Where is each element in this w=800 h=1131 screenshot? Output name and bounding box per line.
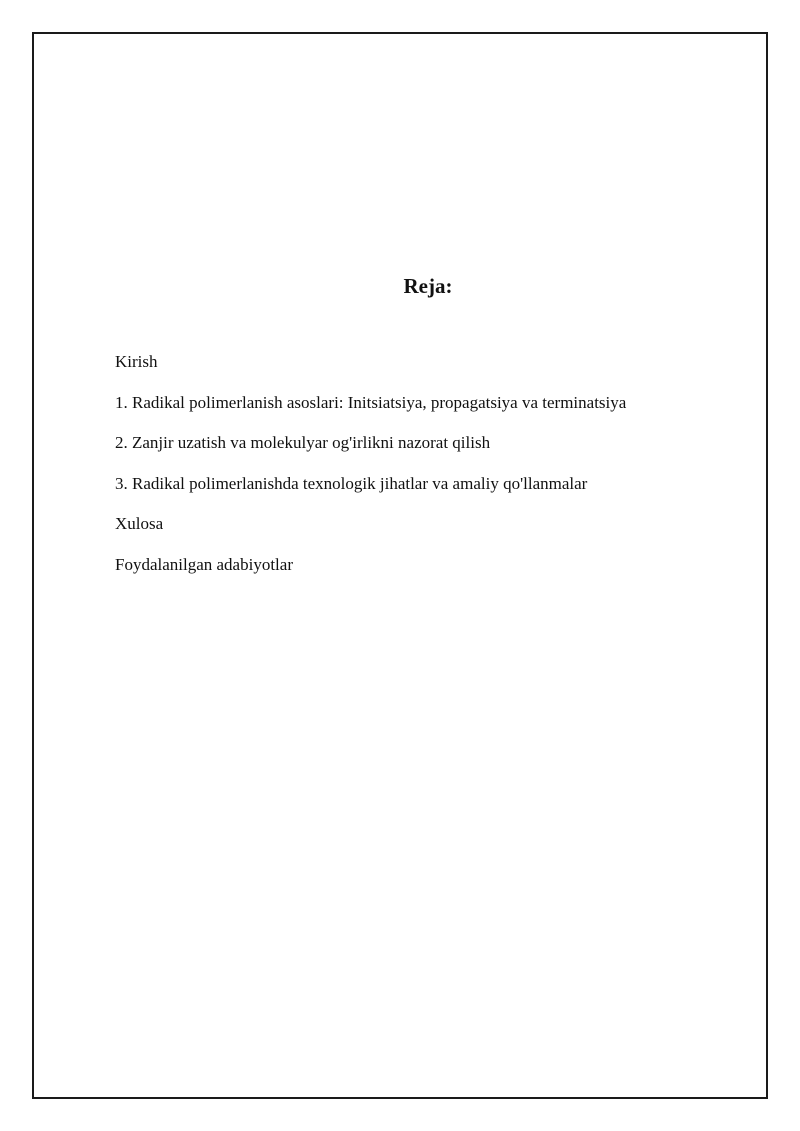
toc-item-section-3: 3. Radikal polimerlanishda texnologik jihatlar va amaliy qo'llanmalar — [115, 473, 588, 493]
toc-item-references: Foydalanilgan adabiyotlar — [115, 554, 293, 574]
toc-item-conclusion: Xulosa — [115, 514, 164, 533]
table-of-contents — [115, 350, 626, 593]
toc-item-section-2: 2. Zanjir uzatish va molekulyar og'irlikni nazorat qilish — [115, 433, 491, 452]
page-title: Reja: — [403, 274, 453, 298]
toc-item-section-1: 1. Radikal polimerlanish asoslari: Initsiatsiya, propagatsiya va terminatsiya — [115, 392, 627, 412]
toc-item-introduction: Kirish — [115, 352, 158, 371]
